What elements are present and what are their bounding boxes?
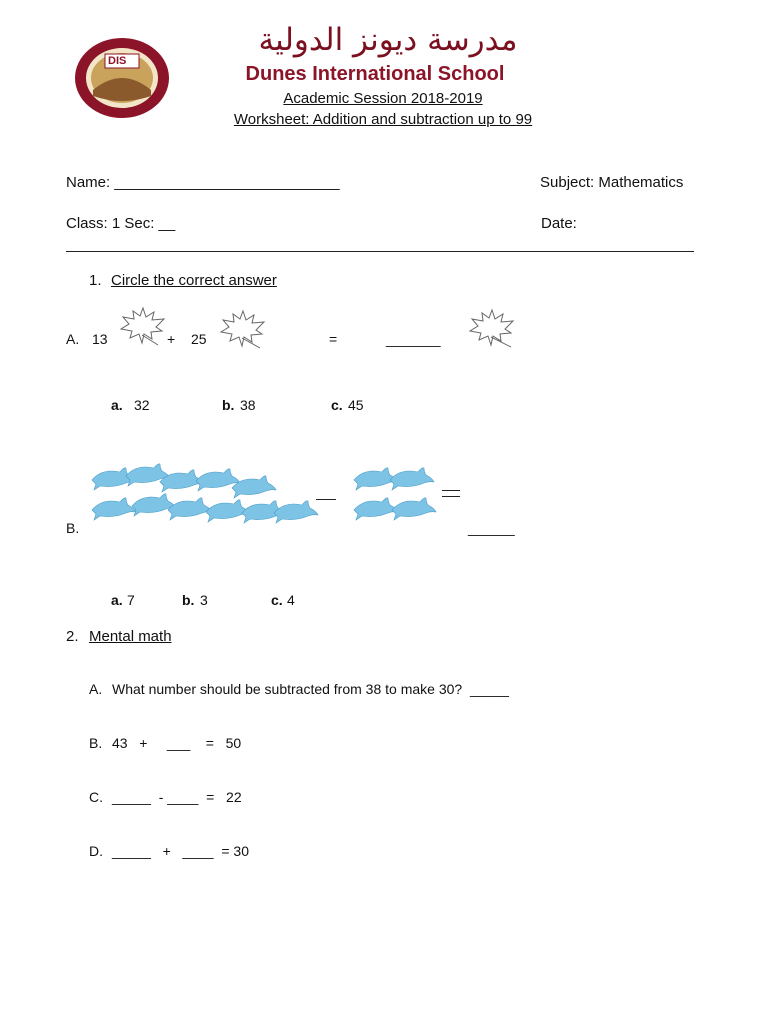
q2-item-c-letter: C. [89,789,103,805]
q2-number: 2. [66,628,79,645]
q2-item-d-letter: D. [89,843,103,859]
dolphins-group-right [352,466,436,524]
maple-leaf-icon [214,308,272,348]
q1a-equals: = [329,331,338,347]
q1b-letter: B. [66,520,80,536]
q1a-option-a-value: 32 [134,397,150,413]
q1a-number1: 13 [92,331,108,347]
q2-item-b-text: 43 + ___ = 50 [112,735,242,751]
q1a-blank: _______ [386,331,441,347]
q1a-option-c-value: 45 [348,397,364,413]
class-field: Class: 1 Sec: __ [66,215,176,232]
q2-item-d-text: _____ + ____ = 30 [112,843,250,859]
divider [66,251,694,252]
maple-leaf-icon [462,307,522,347]
logo-initials: DIS [108,55,127,67]
q1b-option-c-label: c. [271,592,283,608]
q2-item-b-letter: B. [89,735,103,751]
q1a-letter: A. [66,331,80,347]
q1-number: 1. [89,272,102,289]
q1a-number2: 25 [191,331,207,347]
q1a-option-c-label: c. [331,397,343,413]
q1-title: Circle the correct answer [111,272,277,289]
q2-item-c-text: _____ - ____ = 22 [112,789,242,805]
name-field: Name: ___________________________ [66,174,340,191]
date-field: Date: [541,215,577,232]
arabic-school-name: مدرسة ديونز الدولية [258,22,518,58]
q1a-option-b-label: b. [222,397,235,413]
worksheet-title: Worksheet: Addition and subtraction up to 99 [233,111,533,128]
q1b-option-b-value: 3 [200,592,208,608]
q1a-plus: + [167,331,176,347]
dolphins-group-left [90,466,312,528]
q1b-option-a-label: a. [111,592,123,608]
minus-sign [316,499,336,500]
q2-title: Mental math [89,628,172,645]
subject-label: Subject: Mathematics [540,174,684,191]
academic-session: Academic Session 2018-2019 [283,90,483,107]
q1a-option-a-label: a. [111,397,123,413]
maple-leaf-icon [118,305,168,345]
q1a-option-b-value: 38 [240,397,256,413]
q1b-option-c-value: 4 [287,592,295,608]
school-name: Dunes International School [245,63,505,85]
q1b-option-b-label: b. [182,592,195,608]
q1b-option-a-value: 7 [127,592,135,608]
q2-item-a-letter: A. [89,681,103,697]
equals-sign [442,490,460,497]
q2-item-a-text: What number should be subtracted from 38 to make 30? _____ [112,681,509,697]
school-crest-logo [73,36,171,120]
q1b-blank: ______ [468,520,515,536]
